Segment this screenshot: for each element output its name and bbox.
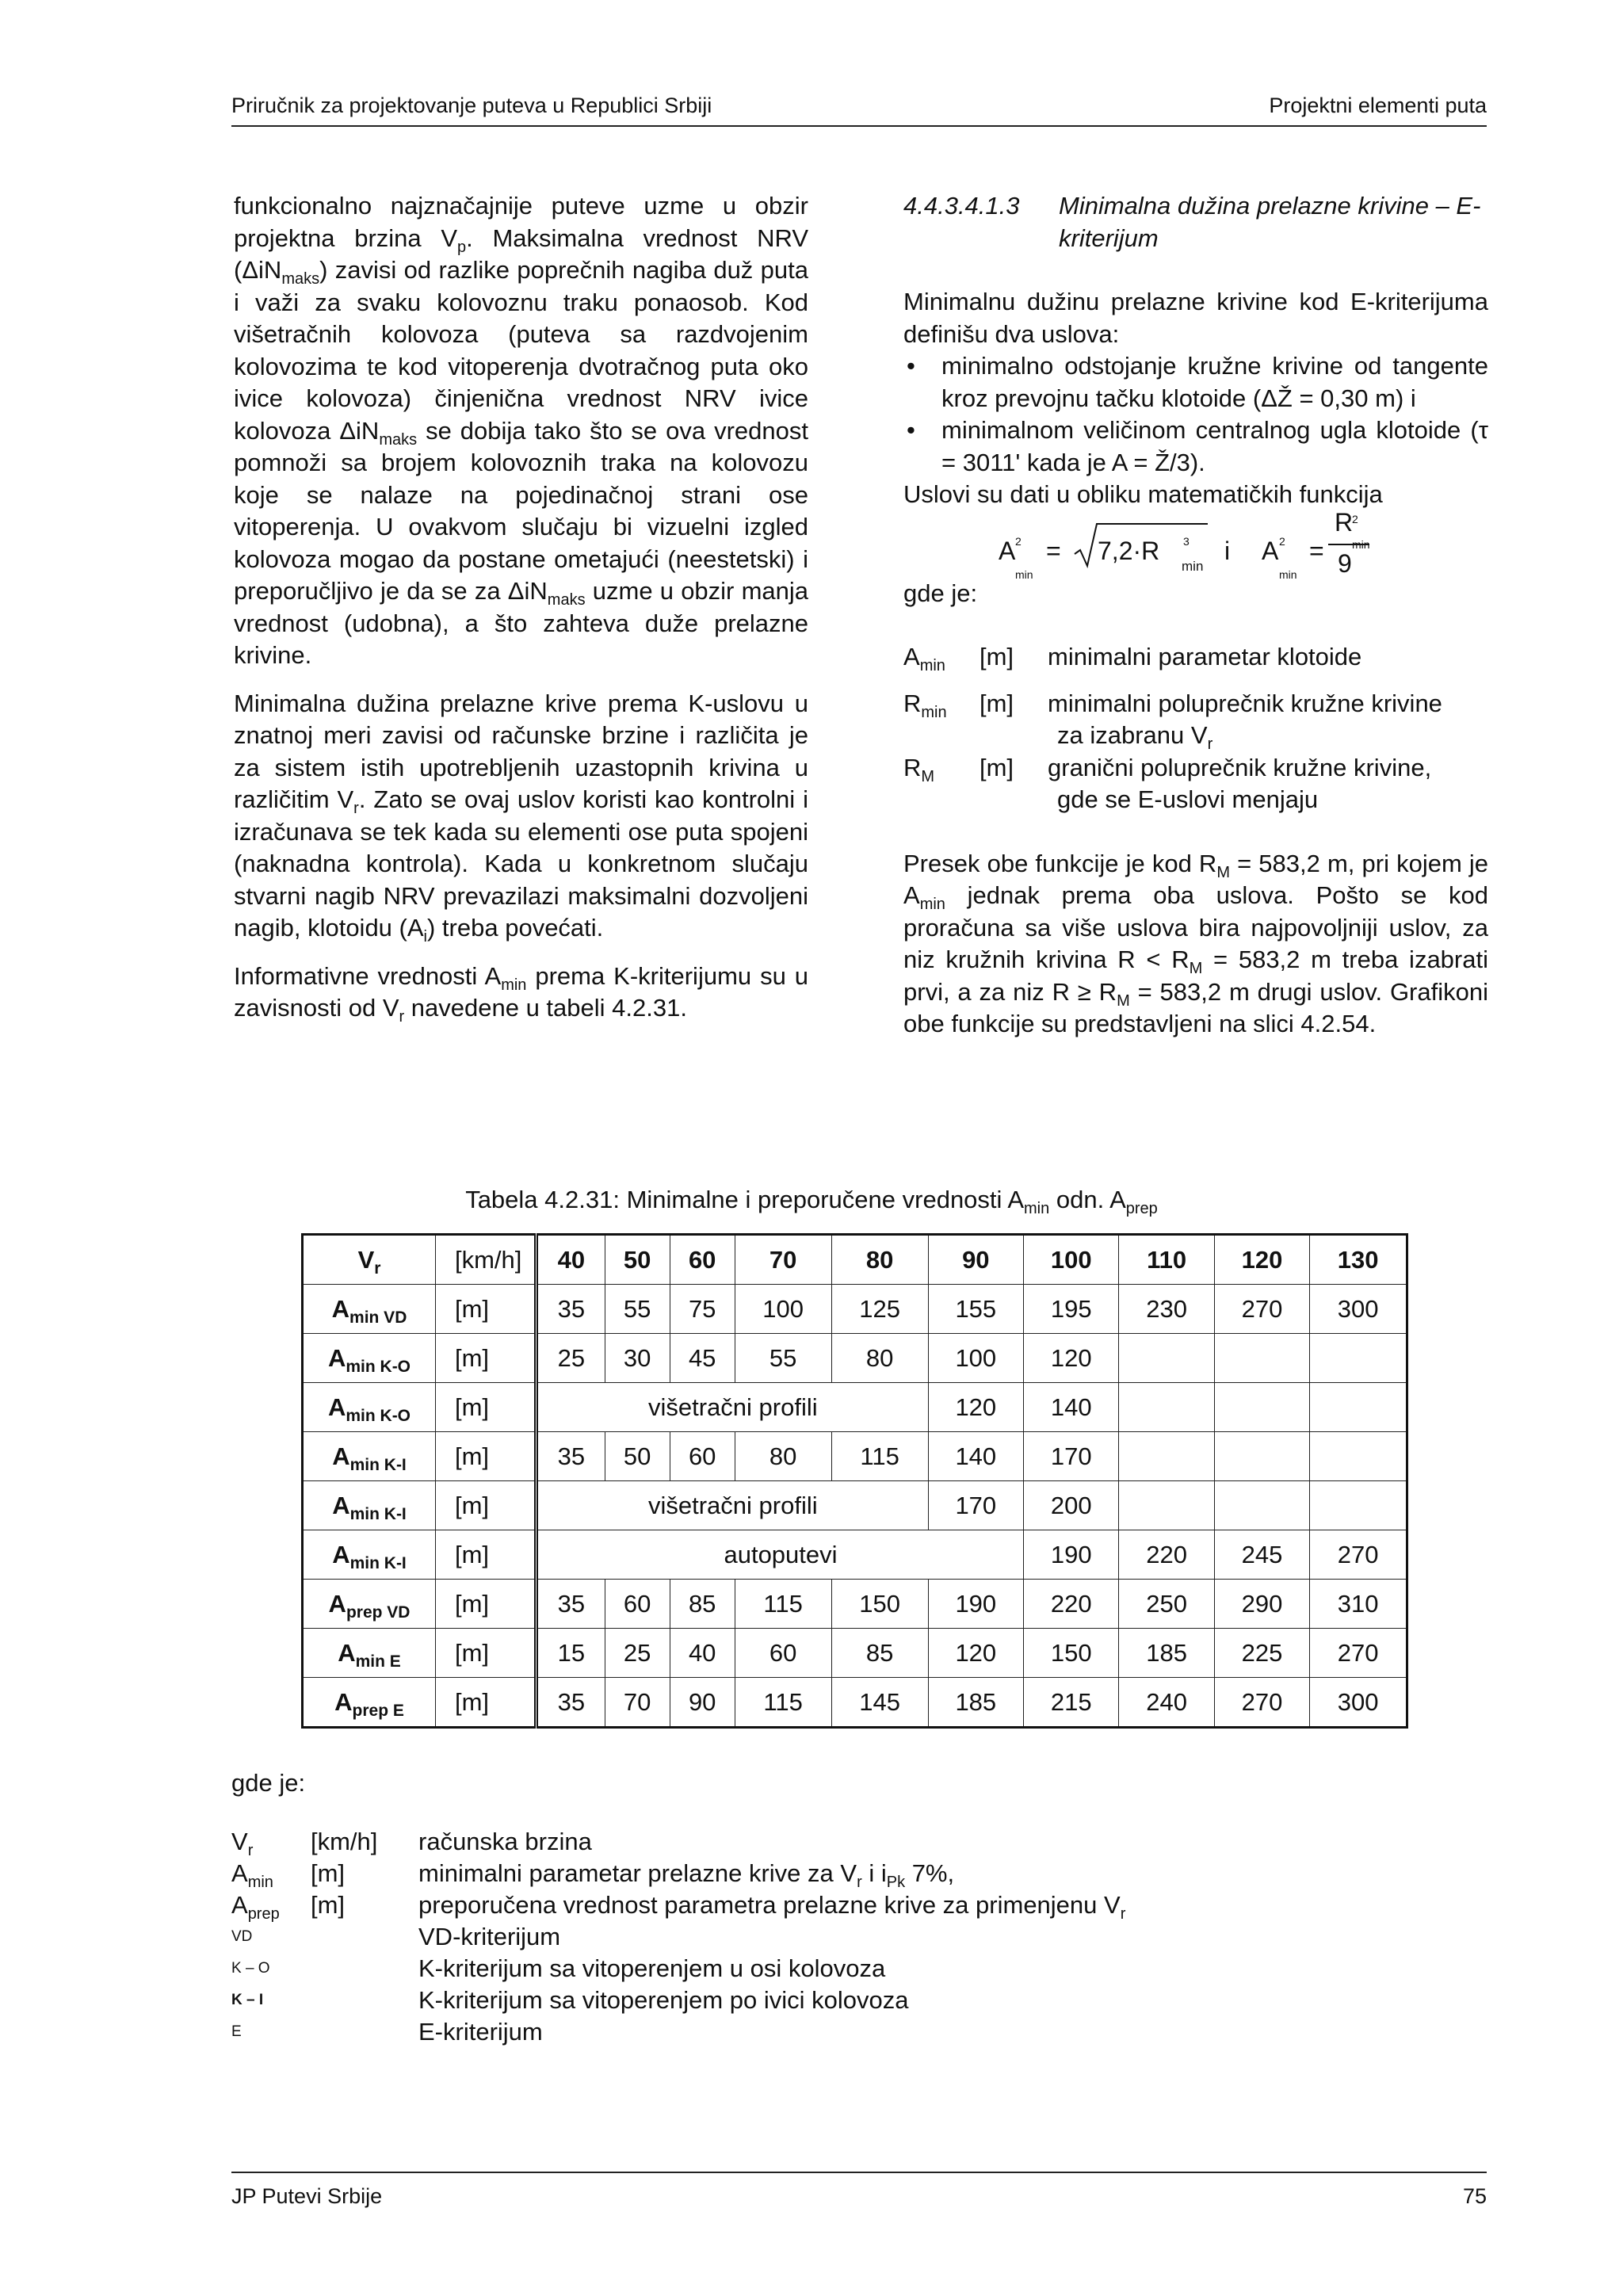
legend-row: $A_{min}$ [m] minimalni parametar prelazne krive za $V_r$ i $i_{Pk}$ 7%, [231,1859,955,1892]
merged-cell: autoputevi [537,1530,1024,1580]
table-row: $A_{prep VD}$ [m] 35 60 85 115 150 190 220 250 290 310 [303,1580,1407,1629]
legend-row: K – I K-kriterijum sa vitoperenjem po ivici kolovoza [231,1986,909,2014]
speed-cell: 70 [735,1235,831,1285]
header-section: Projektni elementi puta [1269,94,1487,117]
header-title: Priručnik za projektovanje puteva u Republici Srbiji [231,94,712,117]
fraction-bar [1328,543,1369,546]
merged-cell: višetračni profili [537,1383,929,1432]
definition-row: $R_M$ [m] granični poluprečnik kružne krivine, gde se E-uslovi menjaju [903,753,1432,813]
left-column [234,190,808,1025]
legend-row: VD VD-kriterijum [231,1923,561,1950]
definition-row: $A_{min}$ [m] minimalni parametar klotoide [903,643,1362,675]
table-caption: Tabela 4.2.31: Minimalne i preporučene vrednosti $A_{min}$ odn. $A_{prep}$ [465,1186,1158,1218]
formula: A 2 min = 7,2·R 3 min i A 2 min = R 2 min 9 [999,507,1370,581]
page-header [231,89,1487,127]
right-column [903,190,1488,1041]
speed-cell: 130 [1310,1235,1407,1285]
page-footer [231,2172,1487,2208]
page-number: 75 [1462,2184,1487,2208]
definition-row: $R_{min}$ [m] minimalni poluprečnik kružne krivine za izabranu $V_r$ [903,689,1442,754]
paragraph-informative: Informativne vrednosti $A_{min}$ prema K-kriterijumu su u zavisnosti od $V_r$ navedene u tabeli 4.2.31. [234,961,808,1026]
speed-cell: 80 [831,1235,928,1285]
speed-cell: 40 [537,1235,605,1285]
table-row: $A_{min K-I}$ [m] višetračni profili 170 200 [303,1481,1407,1530]
table-header-row: $V_r$ [km/h] 40 50 60 70 80 90 100 110 120 130 [303,1235,1407,1285]
table-row: $A_{min K-O}$ [m] višetračni profili 120 140 [303,1383,1407,1432]
symbol-definitions [903,641,1488,816]
gde-je-label: gde je: [903,579,978,607]
footer-publisher: JP Putevi Srbije [231,2184,383,2208]
values-table [301,1233,1408,1729]
merged-cell: višetračni profili [537,1481,929,1530]
speed-cell: 60 [670,1235,735,1285]
section-number: 4.4.3.4.1.3 [903,192,1020,220]
table-row: $A_{min VD}$ [m] 35 55 75 100 125 155 195 230 270 300 [303,1285,1407,1334]
legend-row: K – O K-kriterijum sa vitoperenjem u osi kolovoza [231,1954,886,1982]
section-heading [903,190,1488,254]
speed-cell: 110 [1119,1235,1214,1285]
criteria-list [903,350,1488,479]
section-title: Minimalna dužina prelazne krivine – E-kriterijum [1059,192,1481,252]
math-intro: Uslovi su dati u obliku matematičkih funkcija [903,480,1383,508]
speed-cell: 100 [1024,1235,1119,1285]
legend-row: E E-kriterijum [231,2018,543,2046]
table-row: $A_{min K-I}$ [m] autoputevi 190 220 245 270 [303,1530,1407,1580]
table-row: $A_{min E}$ [m] 15 25 40 60 85 120 150 185 225 270 [303,1629,1407,1678]
legend-row: $V_r$ [km/h] računska brzina [231,1828,592,1860]
table-legend [231,1769,1125,2048]
paragraph-k-condition: Minimalna dužina prelazne krive prema K-uslovu u znatnoj meri zavisi od računske brzine i različita je za sistem istih upotrebljenih uzastopnih krivina u različitim $V_r$. Zato se ovaj uslov koristi kao kontrolni i izračunava se tek kada su elementi ose puta spojeni (naknadna kontrola). Kada u konkretnom slučaju stvarni nagib NRV prevazilazi maksimalni dozvoljeni nagib, klotoidu $(A_i)$ treba povećati. [234,689,808,946]
list-item: • minimalno odstojanje kružne krivine od tangente kroz prevojnu tačku klotoide (ΔŽ = 0,30 m) i [903,350,1488,415]
table-row: $A_{prep E}$ [m] 35 70 90 115 145 185 215 240 270 300 [303,1678,1407,1728]
table-row: $A_{min K-I}$ [m] 35 50 60 80 115 140 170 [303,1432,1407,1481]
paragraph-intro: Minimalnu dužinu prelazne krivine kod E-kriterijuma definišu dva uslova: [903,288,1488,348]
list-item: • minimalnom veličinom centralnog ugla klotoide (τ = 3011' kada je A = Ž/3). [903,415,1488,479]
speed-cell: 120 [1214,1235,1309,1285]
legend-row: $A_{prep}$ [m] preporučena vrednost parametra prelazne krive za primenjenu $V_r$ [231,1891,1126,1924]
speed-cell: 90 [928,1235,1023,1285]
legend-gde-je: gde je: [231,1769,306,1797]
paragraph-intersection: Presek obe funkcije je kod $R_M = 583,2$ m, pri kojem je $A_{min}$ jednak prema oba uslova. Pošto se kod proračuna sa više uslova bira najpovoljniji uslov, za niz kružnih krivina $R < R_M = 583,2$ m treba izabrati prvi, a za niz $R \ge R_M = 583,2$ m drugi uslov. Grafikoni obe funkcije su predstavljeni na slici 4.2.54. [903,849,1488,1037]
paragraph-nrv: funkcionalno najznačajnije puteve uzme u obzir projektna brzina $V_p$. Maksimalna vrednost NRV (ΔiN$_{maks}$) zavisi od razlike poprečnih nagiba duž puta i važi za svaku kolovoznu traku ponaosob. Kod višetračnih kolovoza (puteva sa razdvojenim kolovozima te kod vitoperenja dvotračnog puta oko ivice kolovoza) činjenična vrednost NRV ivice kolovoza ΔiN$_{maks}$ se dobija tako što se ova vrednost pomnoži sa brojem kolovoznih traka na kolovozu koje se nalaze na pojedinačnoj strani ose vitoperenja. U ovakvom slučaju bi vizuelni izgled kolovoza mogao da postane ometajući (neestetski) i preporučljivo je da se za ΔiN$_{maks}$ uzme u obzir manja vrednost (udobna), a što zahteva duže prelazne krivine. [234,192,809,669]
table-row: $A_{min K-O}$ [m] 25 30 45 55 80 100 120 [303,1334,1407,1383]
speed-cell: 50 [605,1235,670,1285]
